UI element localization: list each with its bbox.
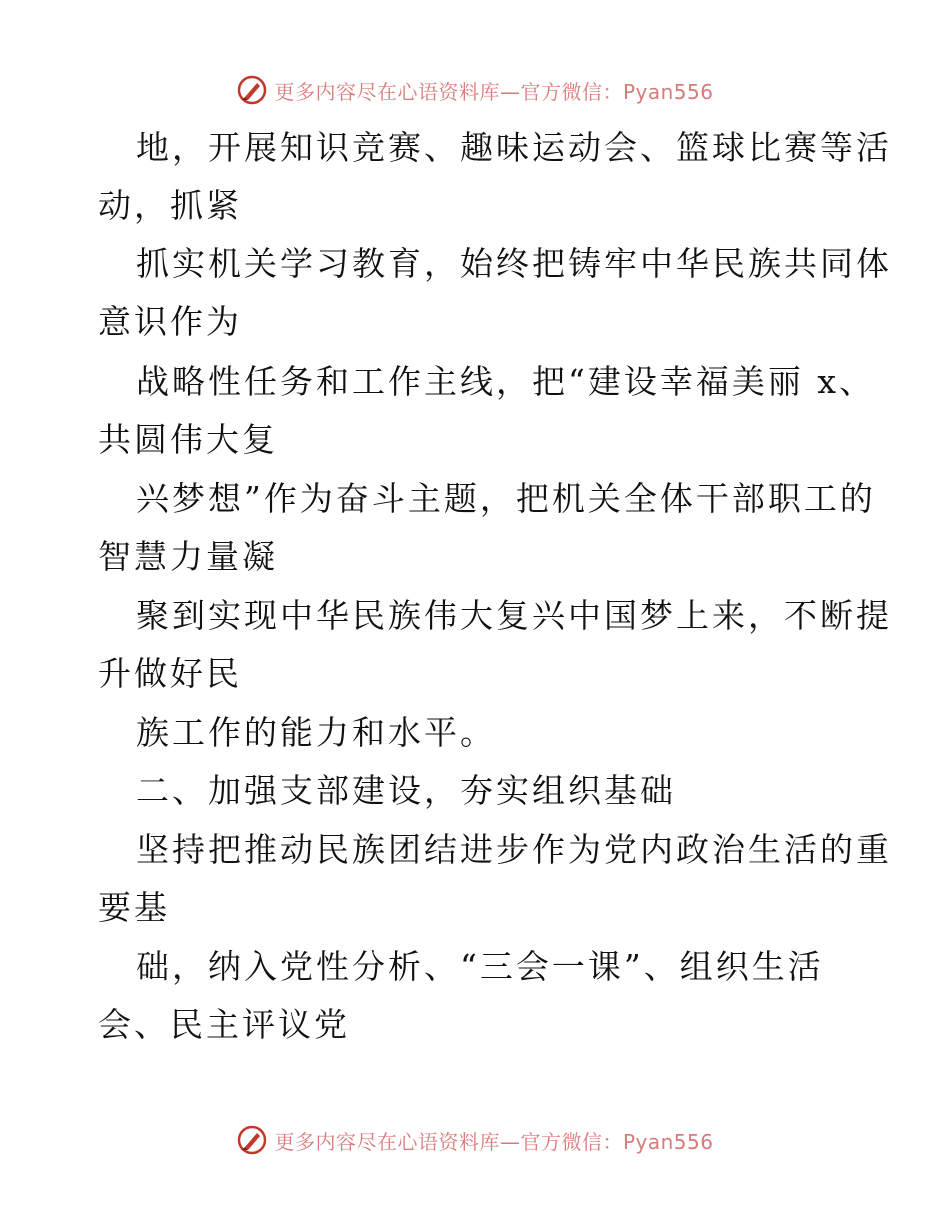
text-line: 要基 <box>98 888 170 927</box>
text-line: 地，开展知识竞赛、趣味运动会、篮球比赛等活 <box>136 128 892 167</box>
text-line: 战略性任务和工作主线，把“建设幸福美丽 x、 <box>136 362 875 401</box>
header-watermark <box>0 70 950 110</box>
text-line: 会、民主评议党 <box>98 1005 350 1044</box>
text-line: 聚到实现中华民族伟大复兴中国梦上来，不断提 <box>136 596 892 635</box>
text-line: 兴梦想”作为奋斗主题，把机关全体干部职工的 <box>136 479 876 518</box>
text-line: 抓实机关学习教育，始终把铸牢中华民族共同体 <box>136 244 892 283</box>
text-line: 升做好民 <box>98 654 242 693</box>
watermark-text: 更多内容尽在心语资料库—官方微信：Pyan556 <box>274 1129 714 1154</box>
pen-circle-logo-icon <box>236 74 268 106</box>
text-line: 础，纳入党性分析、“三会一课”、组织生活 <box>136 947 824 986</box>
text-line: 族工作的能力和水平。 <box>136 713 496 752</box>
text-line: 共圆伟大复 <box>98 420 278 459</box>
text-line: 动，抓紧 <box>98 186 242 225</box>
pen-circle-logo-icon <box>236 1124 268 1156</box>
watermark-text: 更多内容尽在心语资料库—官方微信：Pyan556 <box>274 79 714 104</box>
text-line: 坚持把推动民族团结进步作为党内政治生活的重 <box>136 830 892 869</box>
footer-watermark <box>0 1120 950 1160</box>
text-line: 智慧力量凝 <box>98 537 278 576</box>
text-line: 意识作为 <box>98 302 242 341</box>
section-heading: 二、加强支部建设，夯实组织基础 <box>136 771 676 810</box>
